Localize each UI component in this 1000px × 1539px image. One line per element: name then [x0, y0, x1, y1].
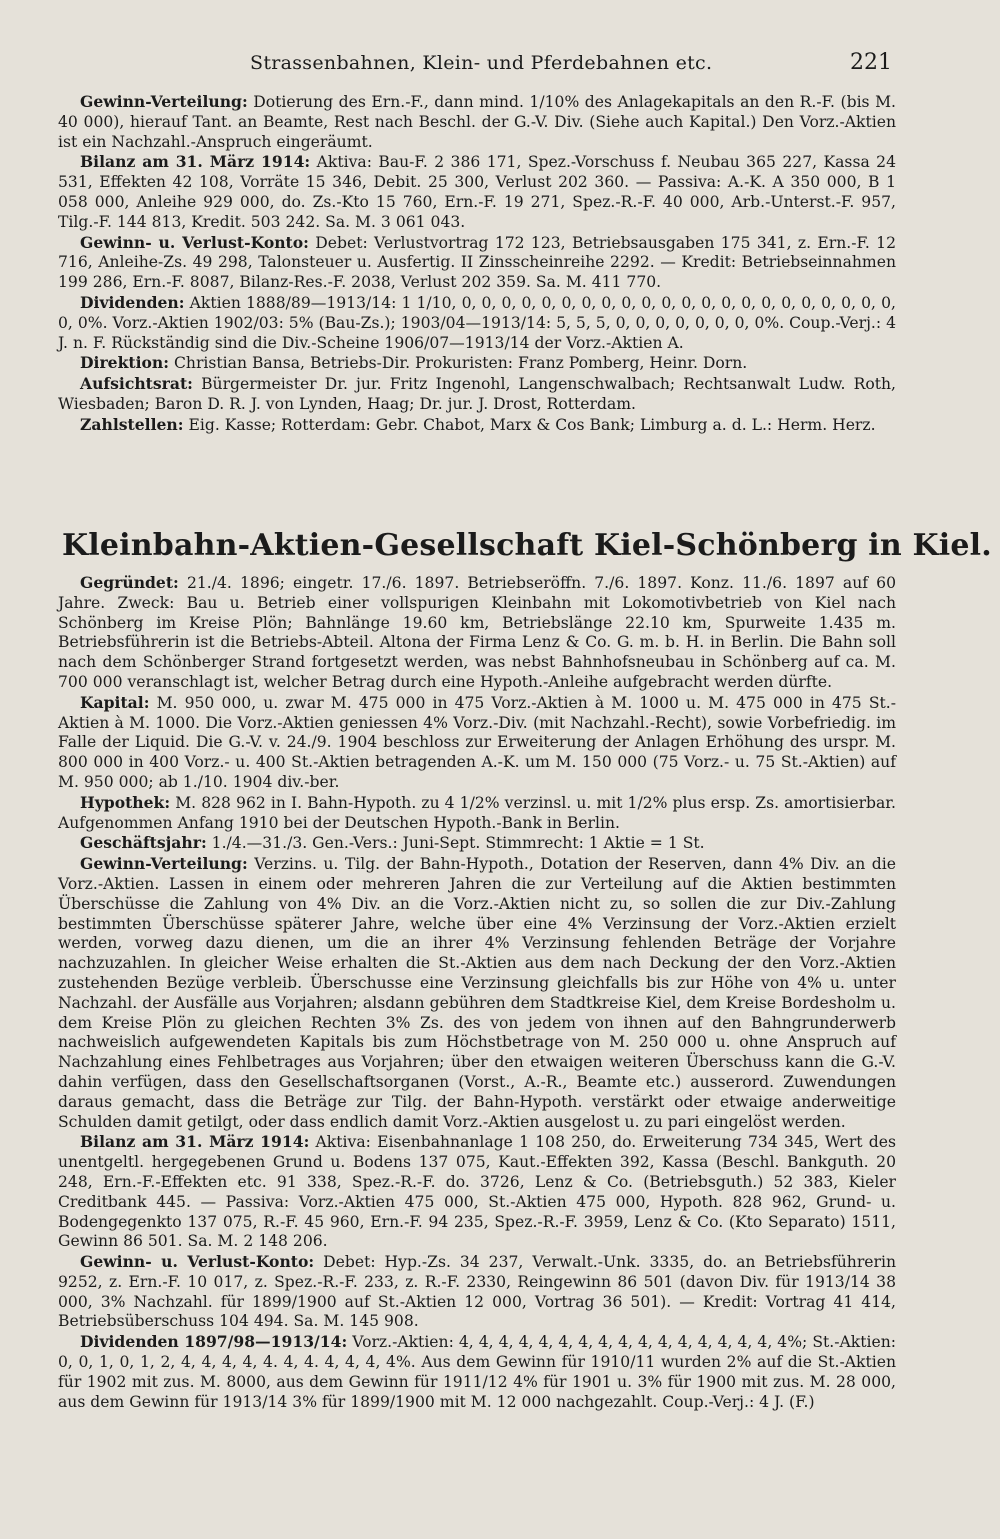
paragraph-label: Gegründet:	[80, 573, 179, 592]
paragraph-label: Zahlstellen:	[80, 414, 184, 434]
paragraph	[58, 573, 896, 693]
paragraph-text: Eig. Kasse; Rotterdam: Gebr. Chabot, Marx & Cos Bank; Limburg a. d. L.: Herm. Herz.	[188, 415, 876, 434]
paragraph-text: Debet: Hyp.-Zs. 34 237, Verwalt.-Unk. 3335, do. an Betriebsführerin 9252, z. Ern.-F. 10 017, z. Spez.-R.-F. 233, z. R.-F. 2330, Reingewinn 86 501 (davon Div. für 1913/14 38 000, 3% Nachzahl. für 1899/1900 auf St.-Aktien 12 000, Vortrag 36 501). — Kredit: Vortrag 41 414, Betriebsüberschuss 104 494. Sa. M. 145 908.	[58, 1253, 897, 1331]
paragraph	[58, 152, 896, 232]
paragraph-text: Bürgermeister Dr. jur. Fritz Ingenohl, Langenschwalbach; Rechtsanwalt Ludw. Roth, Wiesbaden; Baron D. R. J. von Lynden, Haag; Dr. jur. J. Drost, Rotterdam.	[58, 375, 896, 413]
paragraph-label: Bilanz am 31. März 1914:	[80, 152, 311, 172]
paragraph	[58, 415, 896, 436]
paragraph-text: Verzins. u. Tilg. der Bahn-Hypoth., Dotation der Reserven, dann 4% Div. an die Vorz.-Aktien. Lassen in einem oder mehreren Jahren die zur Verteilung auf die Aktien bestimmten Überschüsse die Zahlung von 4% Div. an die Vorz.-Aktien nicht zu, so sollen die zur Div.-Zahlung bestimmten Überschüsse späterer Jahre, welche über eine 4% Verzinsung der Vorz.-Aktien erzielt werden, vorweg dazu dienen, um die an ihrer 4% Verzinsung fehlenden Beträge der Vorjahre nachzuzahlen. In gleicher Weise erhalten die St.-Aktien aus dem nach Deckung der den Vorz.-Aktien zustehenden Bezüge verbleib. Überschusse eine Verzinsung gleichfalls bis zur Höhe von 4% u. unter Nachzahl. der Ausfälle aus Vorjahren; alsdann gebühren dem Stadtkreise Kiel, dem Kreise Bordesholm u. dem Kreise Plön zu gleichen Rechten 3% Zs. des von jedem von ihnen auf den Bahngrunderwerb nachweislich aufgewendeten Kapitals bis zum Höchstbetrage von M. 250 000 u. ohne Anspruch auf Nachzahlung eines Fehlbetrages aus Vorjahren; über den etwaigen weiteren Überschuss kann die G.-V. dahin verfügen, dass den Gesellschaftsorganen (Vorst., A.-R., Beamte etc.) ausserord. Zuwendungen daraus gemacht, dass die Beträge zur Tilg. der Bahn-Hypoth. verstärkt oder etwaige anderweitige Schulden damit getilgt, oder dass endlich damit Vorz.-Aktien ausgelost u. zu pari eingelöst werden.	[58, 855, 896, 1131]
paragraph-label: Gewinn- u. Verlust-Konto:	[80, 1252, 315, 1272]
paragraph-text: Aktiva: Eisenbahnanlage 1 108 250, do. Erweiterung 734 345, Wert des unentgeltl. hergegebenen Grund u. Bodens 137 075, Kaut.-Effekten 392, Kassa (Beschl. Bankguth. 20 248, Ern.-F.-Effekten etc. 91 338, Spez.-R.-F. do. 3726, Lenz & Co. (Betriebsguth.) 52 383, Kieler Creditbank 445. — Passiva: Vorz.-Aktien 475 000, St.-Aktien 475 000, Hypoth. 828 962, Grund- u. Bodengegenkto 137 075, R.-F. 45 960, Ern.-F. 94 235, Spez.-R.-F. 3959, Lenz & Co. (Kto Separato) 1511, Gewinn 86 501. Sa. M. 2 148 206.	[58, 1133, 896, 1251]
company-heading: Kleinbahn-Aktien-Gesellschaft Kiel-Schönberg in Kiel.	[62, 528, 992, 563]
paragraph-label: Dividenden 1897/98—1913/14:	[80, 1332, 348, 1352]
paragraph-label: Gewinn-Verteilung:	[80, 92, 248, 111]
paragraph	[58, 793, 896, 834]
paragraph-text: Debet: Verlustvortrag 172 123, Betriebsausgaben 175 341, z. Ern.-F. 12 716, Anleihe-Zs. 49 298, Talonsteuer u. Ausfertig. II Zinsscheinreihe 2292. — Kredit: Betriebseinnahmen 199 286, Ern.-F. 8087, Bilanz-Res.-F. 2038, Verlust 202 359. Sa. M. 411 770.	[58, 233, 896, 292]
paragraph-label: Direktion:	[80, 353, 170, 373]
paragraph-text: Christian Bansa, Betriebs-Dir. Prokuristen: Franz Pomberg, Heinr. Dorn.	[173, 354, 748, 373]
paragraph-label: Gewinn-Verteilung:	[80, 854, 248, 874]
paragraph-text: M. 828 962 in I. Bahn-Hypoth. zu 4 1/2% verzinsl. u. mit 1/2% plus ersp. Zs. amortisierbar. Aufgenommen Anfang 1910 bei der Deutschen Hypoth.-Bank in Berlin.	[58, 793, 896, 832]
paragraph-label: Kapital:	[80, 692, 150, 712]
paragraph-text: Aktien 1888/89—1913/14: 1 1/10, 0, 0, 0, 0, 0, 0, 0, 0, 0, 0, 0, 0, 0, 0, 0, 0, 0, 0, 0, 0, 0, 0, 0, 0%. Vorz.-Aktien 1902/03: 5% (Bau-Zs.); 1903/04—1913/14: 5, 5, 5, 0, 0, 0, 0, 0, 0, 0, 0%. Coup.-Verj.: 4 J. n. F. Rückständig sind die Div.-Scheine 1906/07—1913/14 der Vorz.-Aktien A.	[58, 293, 896, 352]
section-1-body	[58, 92, 896, 436]
paragraph	[58, 293, 896, 353]
paragraph	[58, 1332, 896, 1412]
running-head	[0, 52, 1000, 82]
paragraph	[58, 92, 896, 152]
paragraph-text: Vorz.-Aktien: 4, 4, 4, 4, 4, 4, 4, 4, 4, 4, 4, 4, 4, 4, 4, 4, 4%; St.-Aktien: 0, 0, 1, 0, 1, 2, 4, 4, 4, 4, 4. 4, 4. 4, 4, 4, 4%. Aus dem Gewinn für 1910/11 wurden 2% auf die St.-Aktien für 1902 mit zus. M. 8000, aus dem Gewinn für 1911/12 4% für 1901 u. 3% für 1900 mit zus. M. 28 000, aus dem Gewinn für 1913/14 3% für 1899/1900 mit M. 12 000 nachgezahlt. Coup.-Verj.: 4 J. (F.)	[58, 1333, 896, 1411]
paragraph-label: Bilanz am 31. März 1914:	[80, 1132, 310, 1152]
paragraph-text: 21./4. 1896; eingetr. 17./6. 1897. Betriebseröffn. 7./6. 1897. Konz. 11./6. 1897 auf 60 Jahre. Zweck: Bau u. Betrieb einer vollspurigen Kleinbahn mit Lokomotivbetrieb von Kiel nach Schönberg im Kreise Plön; Bahnlänge 19.60 km, Betriebslänge 22.10 km, Spurweite 1.435 m. Betriebsführerin ist die Betriebs-Abteil. Altona der Firma Lenz & Co. G. m. b. H. in Berlin. Die Bahn soll nach dem Schönberger Strand fortgesetzt werden, was nebst Bahnhofsneubau in Schönberg auf ca. M. 700 000 veranschlagt ist, welcher Betrag durch eine Hypoth.-Anleihe aufgebracht werden dürfte.	[58, 574, 896, 691]
paragraph	[58, 1132, 896, 1252]
paragraph-label: Geschäftsjahr:	[80, 833, 207, 853]
paragraph	[58, 374, 896, 415]
paragraph	[58, 693, 896, 793]
page-number: 221	[850, 50, 892, 75]
paragraph-text: Aktiva: Bau-F. 2 386 171, Spez.-Vorschuss f. Neubau 365 227, Kassa 24 531, Effekten 42 108, Vorräte 15 346, Debit. 25 300, Verlust 202 360. — Passiva: A.-K. A 350 000, B 1 058 000, Anleihe 929 000, do. Zs.-Kto 15 760, Ern.-F. 19 271, Spez.-R.-F. 40 000, Arb.-Unterst.-F. 957, Tilg.-F. 144 813, Kredit. 503 242. Sa. M. 3 061 043.	[58, 153, 896, 231]
paragraph	[58, 1252, 896, 1332]
paragraph-text: Dotierung des Ern.-F., dann mind. 1/10% des Anlagekapitals an den R.-F. (bis M. 40 000), hierauf Tant. an Beamte, Rest nach Beschl. der G.-V. Div. (Siehe auch Kapital.) Den Vorz.-Aktien ist ein Nachzahl.-Anspruch eingeräumt.	[58, 93, 896, 151]
paragraph-text: M. 950 000, u. zwar M. 475 000 in 475 Vorz.-Aktien à M. 1000 u. M. 475 000 in 475 St.-Aktien à M. 1000. Die Vorz.-Aktien geniessen 4% Vorz.-Div. (mit Nachzahl.-Recht), sowie Vorbefriedig. im Falle der Liquid. Die G.-V. v. 24./9. 1904 beschloss zur Erweiterung der Anlagen Erhöhung des urspr. M. 800 000 in 400 Vorz.- u. 400 St.-Aktien betragenden A.-K. um M. 150 000 (75 Vorz.- u. 75 St.-Aktien) auf M. 950 000; ab 1./10. 1904 div.-ber.	[58, 693, 896, 791]
running-title: Strassenbahnen, Klein- und Pferdebahnen etc.	[250, 52, 713, 74]
paragraph	[58, 833, 896, 854]
paragraph	[58, 353, 896, 374]
paragraph-label: Dividenden:	[80, 292, 185, 312]
paragraph-label: Hypothek:	[80, 792, 171, 812]
paragraph	[58, 233, 896, 293]
paragraph-label: Gewinn- u. Verlust-Konto:	[80, 232, 309, 252]
paragraph-label: Aufsichtsrat:	[80, 374, 193, 394]
paragraph-text: 1./4.—31./3. Gen.-Vers.: Juni-Sept. Stimmrecht: 1 Aktie = 1 St.	[211, 834, 705, 853]
section-2-body	[58, 573, 896, 1412]
paragraph	[58, 854, 896, 1132]
